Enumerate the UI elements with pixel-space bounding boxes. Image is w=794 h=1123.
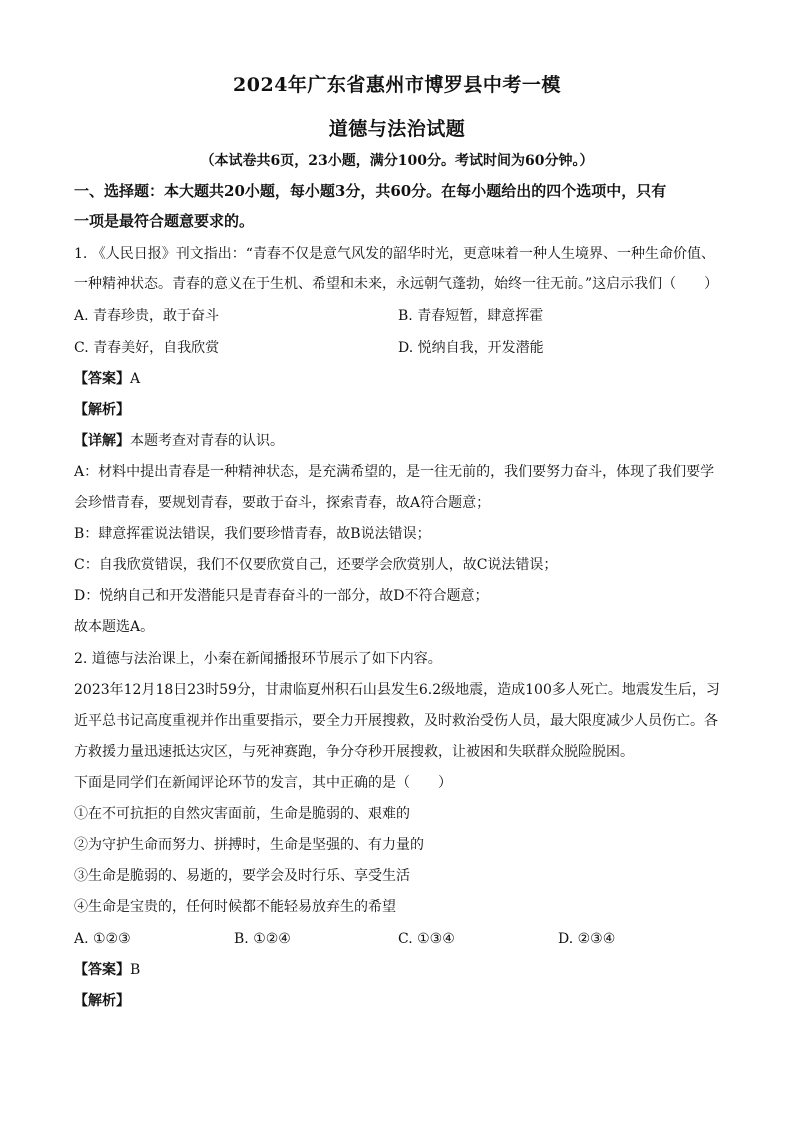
q2-line: 2. 道德与法治课上，小秦在新闻播报环节展示了如下内容。	[74, 651, 442, 667]
q1-stem: 1. 《人民日报》刊文指出：“青春不仅是意气风发的韶华时光，更意味着一种人生境界、一种生命价值、	[74, 246, 715, 262]
q1-option-a: A. 青春珍贵，敢于奋斗	[74, 308, 220, 324]
answer-value: A	[130, 371, 141, 387]
exam-title: 2024年广东省惠州市博罗县中考一模	[233, 74, 561, 96]
answer-value: B	[130, 962, 141, 978]
q2-statement: ②为守护生命而努力、拼搏时，生命是坚强的、有力量的	[74, 837, 424, 853]
answer-tag: 【答案】	[74, 962, 130, 978]
detail-tag: 【详解】	[74, 433, 130, 449]
q2-line: 2023年12月18日23时59分，甘肃临夏州积石山县发生6.2级地震，造成100多人死亡。地震发生后，习	[74, 682, 720, 698]
q1-explain-line: D：悦纳自己和开发潜能只是青春奋斗的一部分，故D不符合题意；	[74, 588, 489, 604]
q1-answer	[74, 369, 724, 389]
q1-explain-line: C：自我欣赏错误，我们不仅要欣赏自己，还要学会欣赏别人，故C说法错误；	[74, 557, 558, 573]
q2-line: 近平总书记高度重视并作出重要指示，要全力开展搜救，及时救治受伤人员，最大限度减少人员伤亡。各	[74, 713, 718, 729]
answer-tag: 【答案】	[74, 371, 130, 387]
q2-option-a: A. ①②③	[74, 931, 131, 947]
q2-line: 下面是同学们在新闻评论环节的发言，其中正确的是（ ）	[74, 775, 452, 791]
detail-text: 本题考查对青春的认识。	[130, 433, 284, 449]
q1-explain-line: 会珍惜青春，要规划青春，要敢于奋斗，探索青春，故A符合题意；	[74, 495, 491, 511]
q2-line: 方救援力量迅速抵达灾区，与死神赛跑，争分夺秒开展搜救，让被困和失联群众脱险脱困。	[74, 744, 634, 760]
q2-answer	[74, 960, 724, 980]
q2-option-d: D. ②③④	[558, 931, 616, 947]
q1-analysis	[74, 400, 724, 420]
exam-subtitle: 道德与法治试题	[328, 118, 466, 140]
exam-note: （本试卷共6页，23小题，满分100分。考试时间为60分钟。）	[200, 153, 594, 169]
q2-statement: ③生命是脆弱的、易逝的，要学会及时行乐、享受生活	[74, 868, 410, 884]
q1-option-c: C. 青春美好，自我欣赏	[74, 340, 220, 356]
q2-option-c: C. ①③④	[398, 931, 455, 947]
q1-explain-line: A：材料中提出青春是一种精神状态，是充满希望的，是一往无前的，我们要努力奋斗，体现了我们要学	[74, 464, 715, 480]
q1-option-d: D. 悦纳自我，开发潜能	[398, 340, 544, 356]
q1-explain-line: B：肆意挥霍说法错误，我们要珍惜青春，故B说法错误；	[74, 526, 431, 542]
q2-option-b: B. ①②④	[234, 931, 291, 947]
q2-statement: ④生命是宝贵的，任何时候都不能轻易放弃生的希望	[74, 899, 396, 915]
analysis-tag: 【解析】	[74, 402, 130, 418]
q1-detail	[74, 431, 724, 451]
q2-analysis	[74, 991, 724, 1011]
q1-option-b: B. 青春短暂，肆意挥霍	[398, 308, 544, 324]
section-heading-cont: 一项是最符合题意要求的。	[74, 212, 255, 230]
analysis-tag: 【解析】	[74, 993, 130, 1009]
q1-stem-cont: 一种精神状态。青春的意义在于生机、希望和未来，永远朝气蓬勃，始终一往无前。”这启示我们（ ）	[74, 276, 719, 292]
q2-statement: ①在不可抗拒的自然灾害面前，生命是脆弱的、艰难的	[74, 806, 410, 822]
q1-explain-line: 故本题选A。	[74, 619, 155, 635]
section-heading: 一、选择题：本大题共20小题，每小题3分，共60分。在每小题给出的四个选项中，只有	[74, 182, 667, 200]
